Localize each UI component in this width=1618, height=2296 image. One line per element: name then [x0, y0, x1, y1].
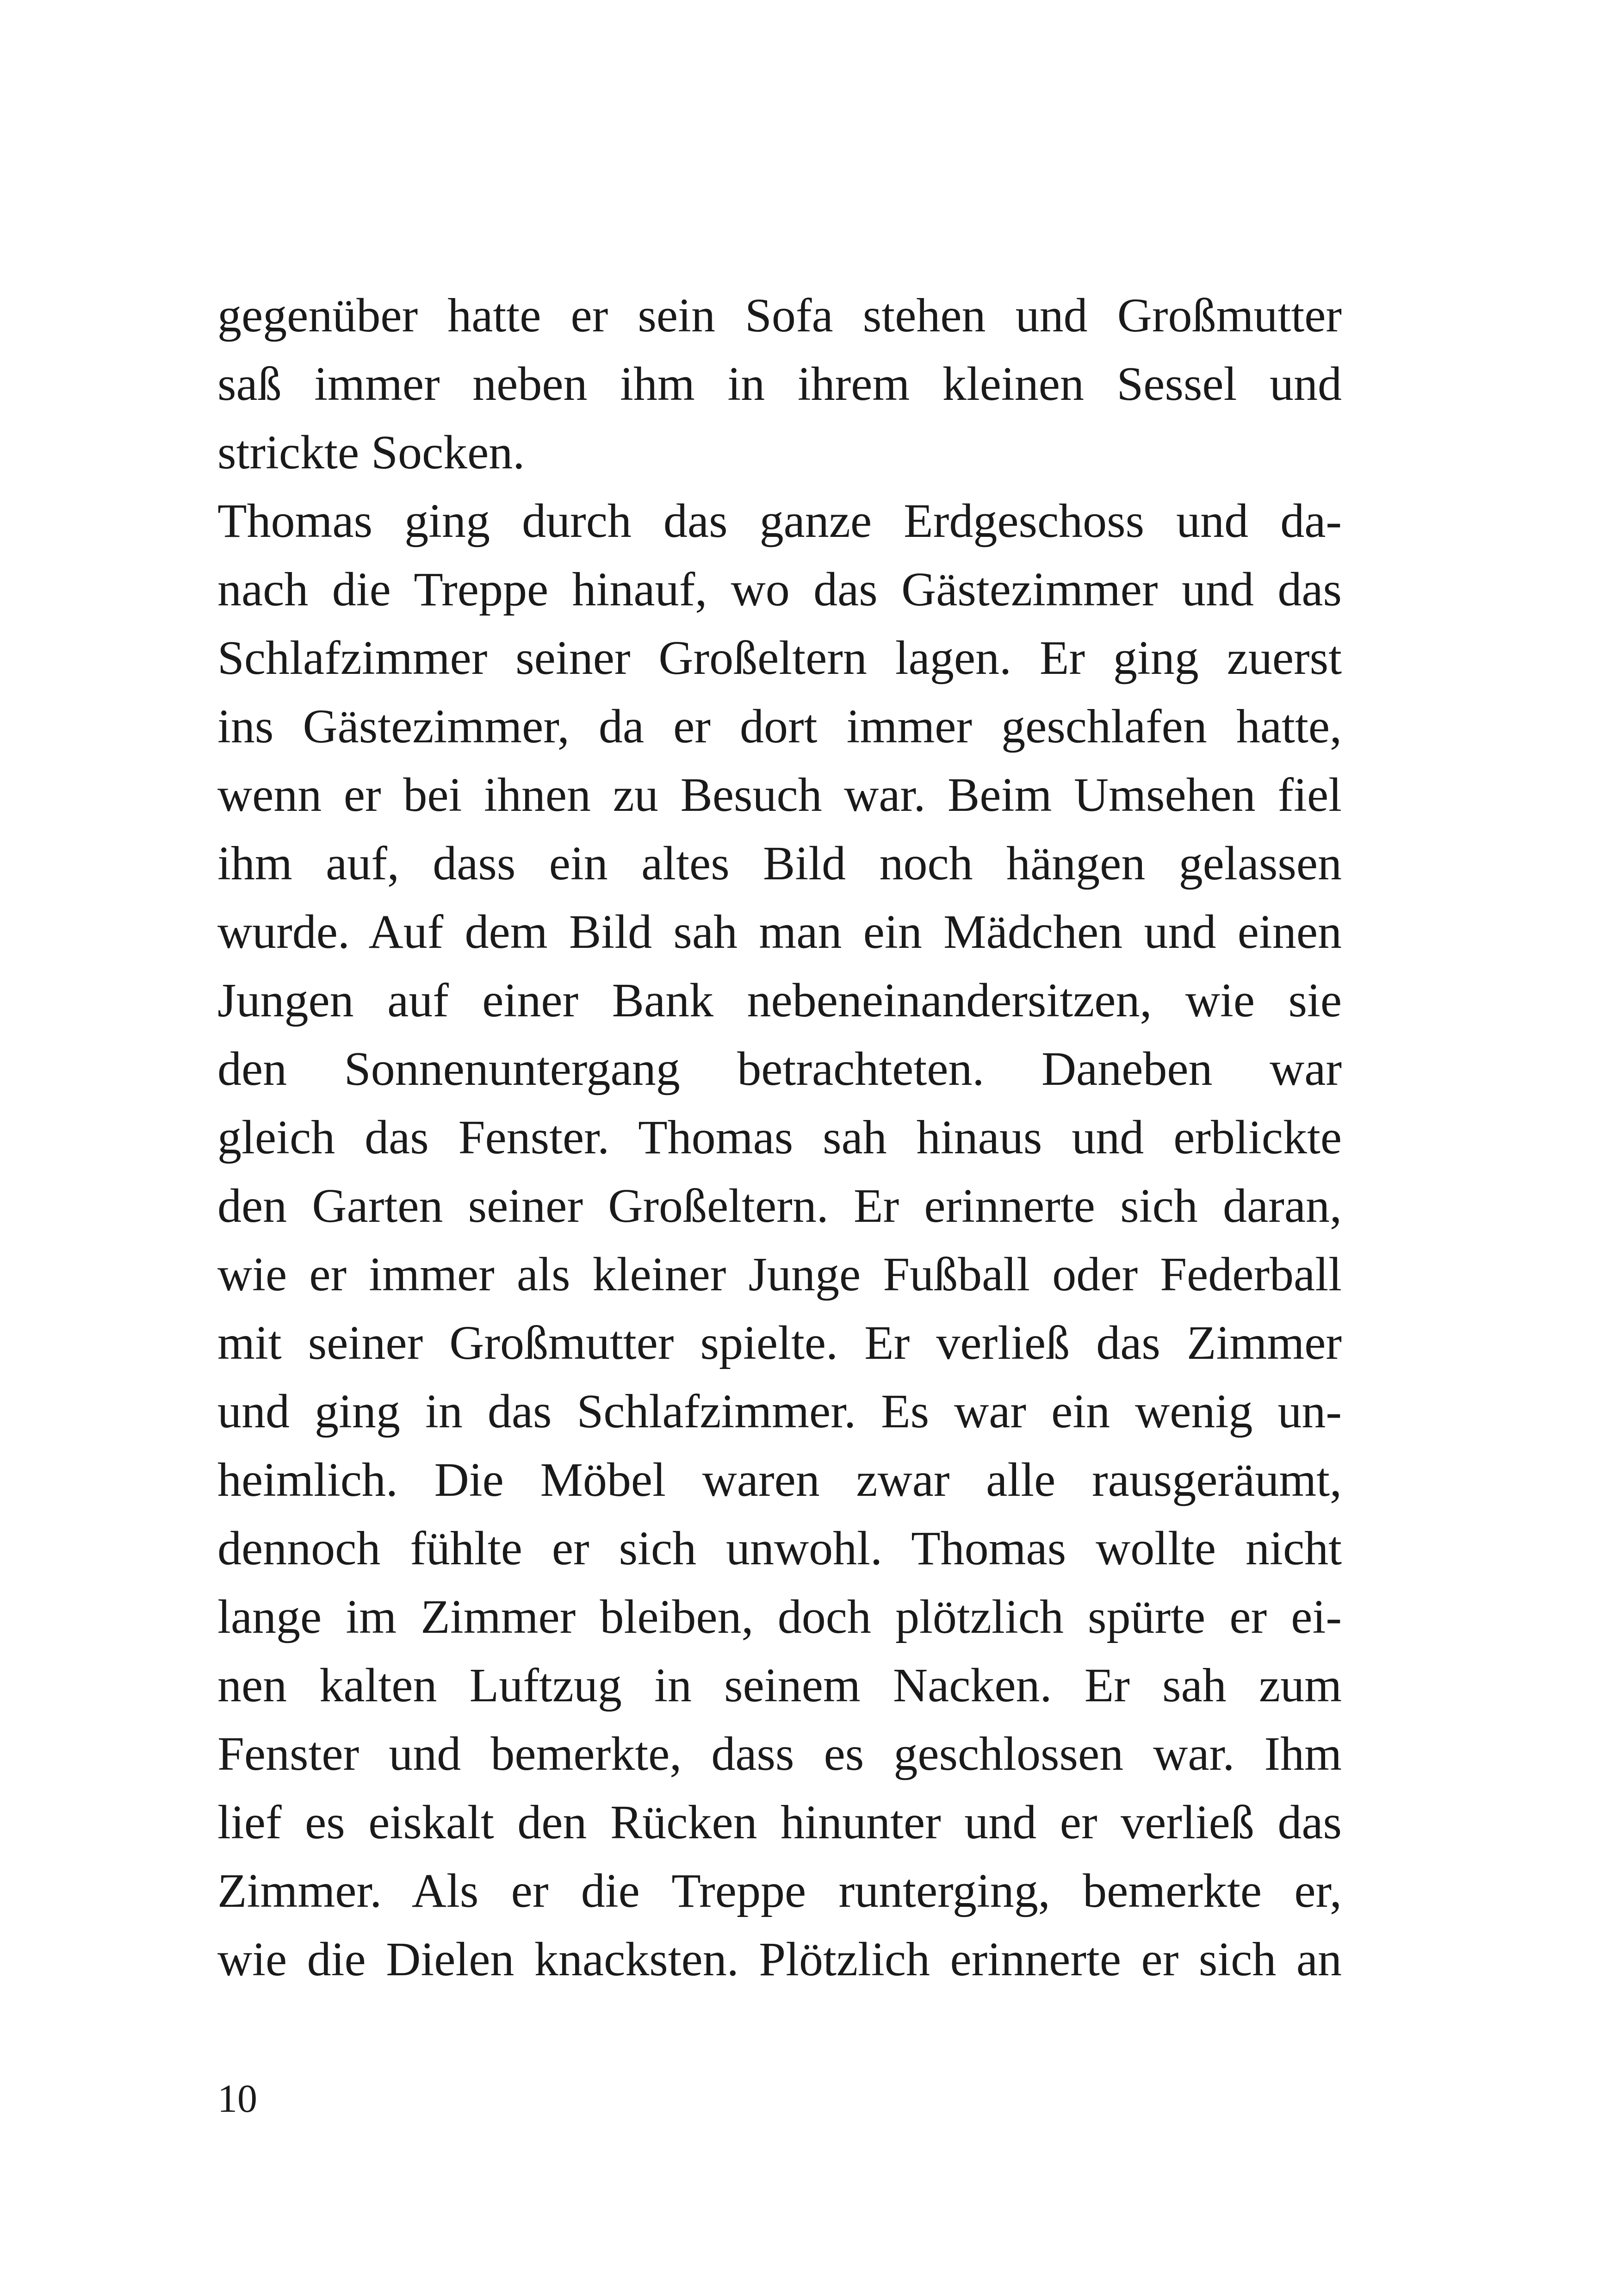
text-line: wie er immer als kleiner Junge Fußball oder Federball	[217, 1248, 1342, 1301]
text-line: mit seiner Großmutter spielte. Er verließ das Zimmer	[217, 1316, 1342, 1369]
text-line: den Garten seiner Großeltern. Er erinnerte sich daran,	[217, 1179, 1342, 1232]
text-line: wurde. Auf dem Bild sah man ein Mädchen und einen	[217, 905, 1342, 958]
text-line: Schlafzimmer seiner Großeltern lagen. Er ging zuerst	[217, 631, 1342, 684]
text-line: Thomas ging durch das ganze Erdgeschoss und da-	[217, 494, 1342, 548]
text-line: den Sonnenuntergang betrachteten. Daneben war	[217, 1042, 1342, 1095]
text-line: wie die Dielen knacksten. Plötzlich erinnerte er sich an	[217, 1933, 1342, 1986]
text-line: Jungen auf einer Bank nebeneinandersitzen, wie sie	[217, 974, 1342, 1027]
text-line: lief es eiskalt den Rücken hinunter und er verließ das	[217, 1796, 1342, 1849]
text-line: gegenüber hatte er sein Sofa stehen und Großmutter	[217, 289, 1342, 342]
text-line: und ging in das Schlafzimmer. Es war ein wenig un-	[217, 1385, 1342, 1438]
text-line: ihm auf, dass ein altes Bild noch hängen gelassen	[217, 837, 1342, 890]
page-number: 10	[217, 2076, 257, 2121]
text-line: Fenster und bemerkte, dass es geschlossen war. Ihm	[217, 1727, 1342, 1780]
text-line: Zimmer. Als er die Treppe runterging, bemerkte er,	[217, 1864, 1342, 1917]
body-text	[217, 281, 1342, 1994]
text-line: heimlich. Die Möbel waren zwar alle rausgeräumt,	[217, 1453, 1342, 1506]
text-line: gleich das Fenster. Thomas sah hinaus und erblickte	[217, 1111, 1342, 1164]
text-line: nach die Treppe hinauf, wo das Gästezimmer und das	[217, 563, 1342, 616]
text-line: dennoch fühlte er sich unwohl. Thomas wollte nicht	[217, 1522, 1342, 1575]
text-line: wenn er bei ihnen zu Besuch war. Beim Umsehen fiel	[217, 768, 1342, 821]
text-line: strickte Socken.	[217, 426, 525, 479]
text-line: ins Gästezimmer, da er dort immer geschlafen hatte,	[217, 700, 1342, 753]
text-line: saß immer neben ihm in ihrem kleinen Sessel und	[217, 357, 1342, 411]
text-line: lange im Zimmer bleiben, doch plötzlich spürte er ei-	[217, 1590, 1342, 1643]
text-line: nen kalten Luftzug in seinem Nacken. Er sah zum	[217, 1659, 1342, 1712]
